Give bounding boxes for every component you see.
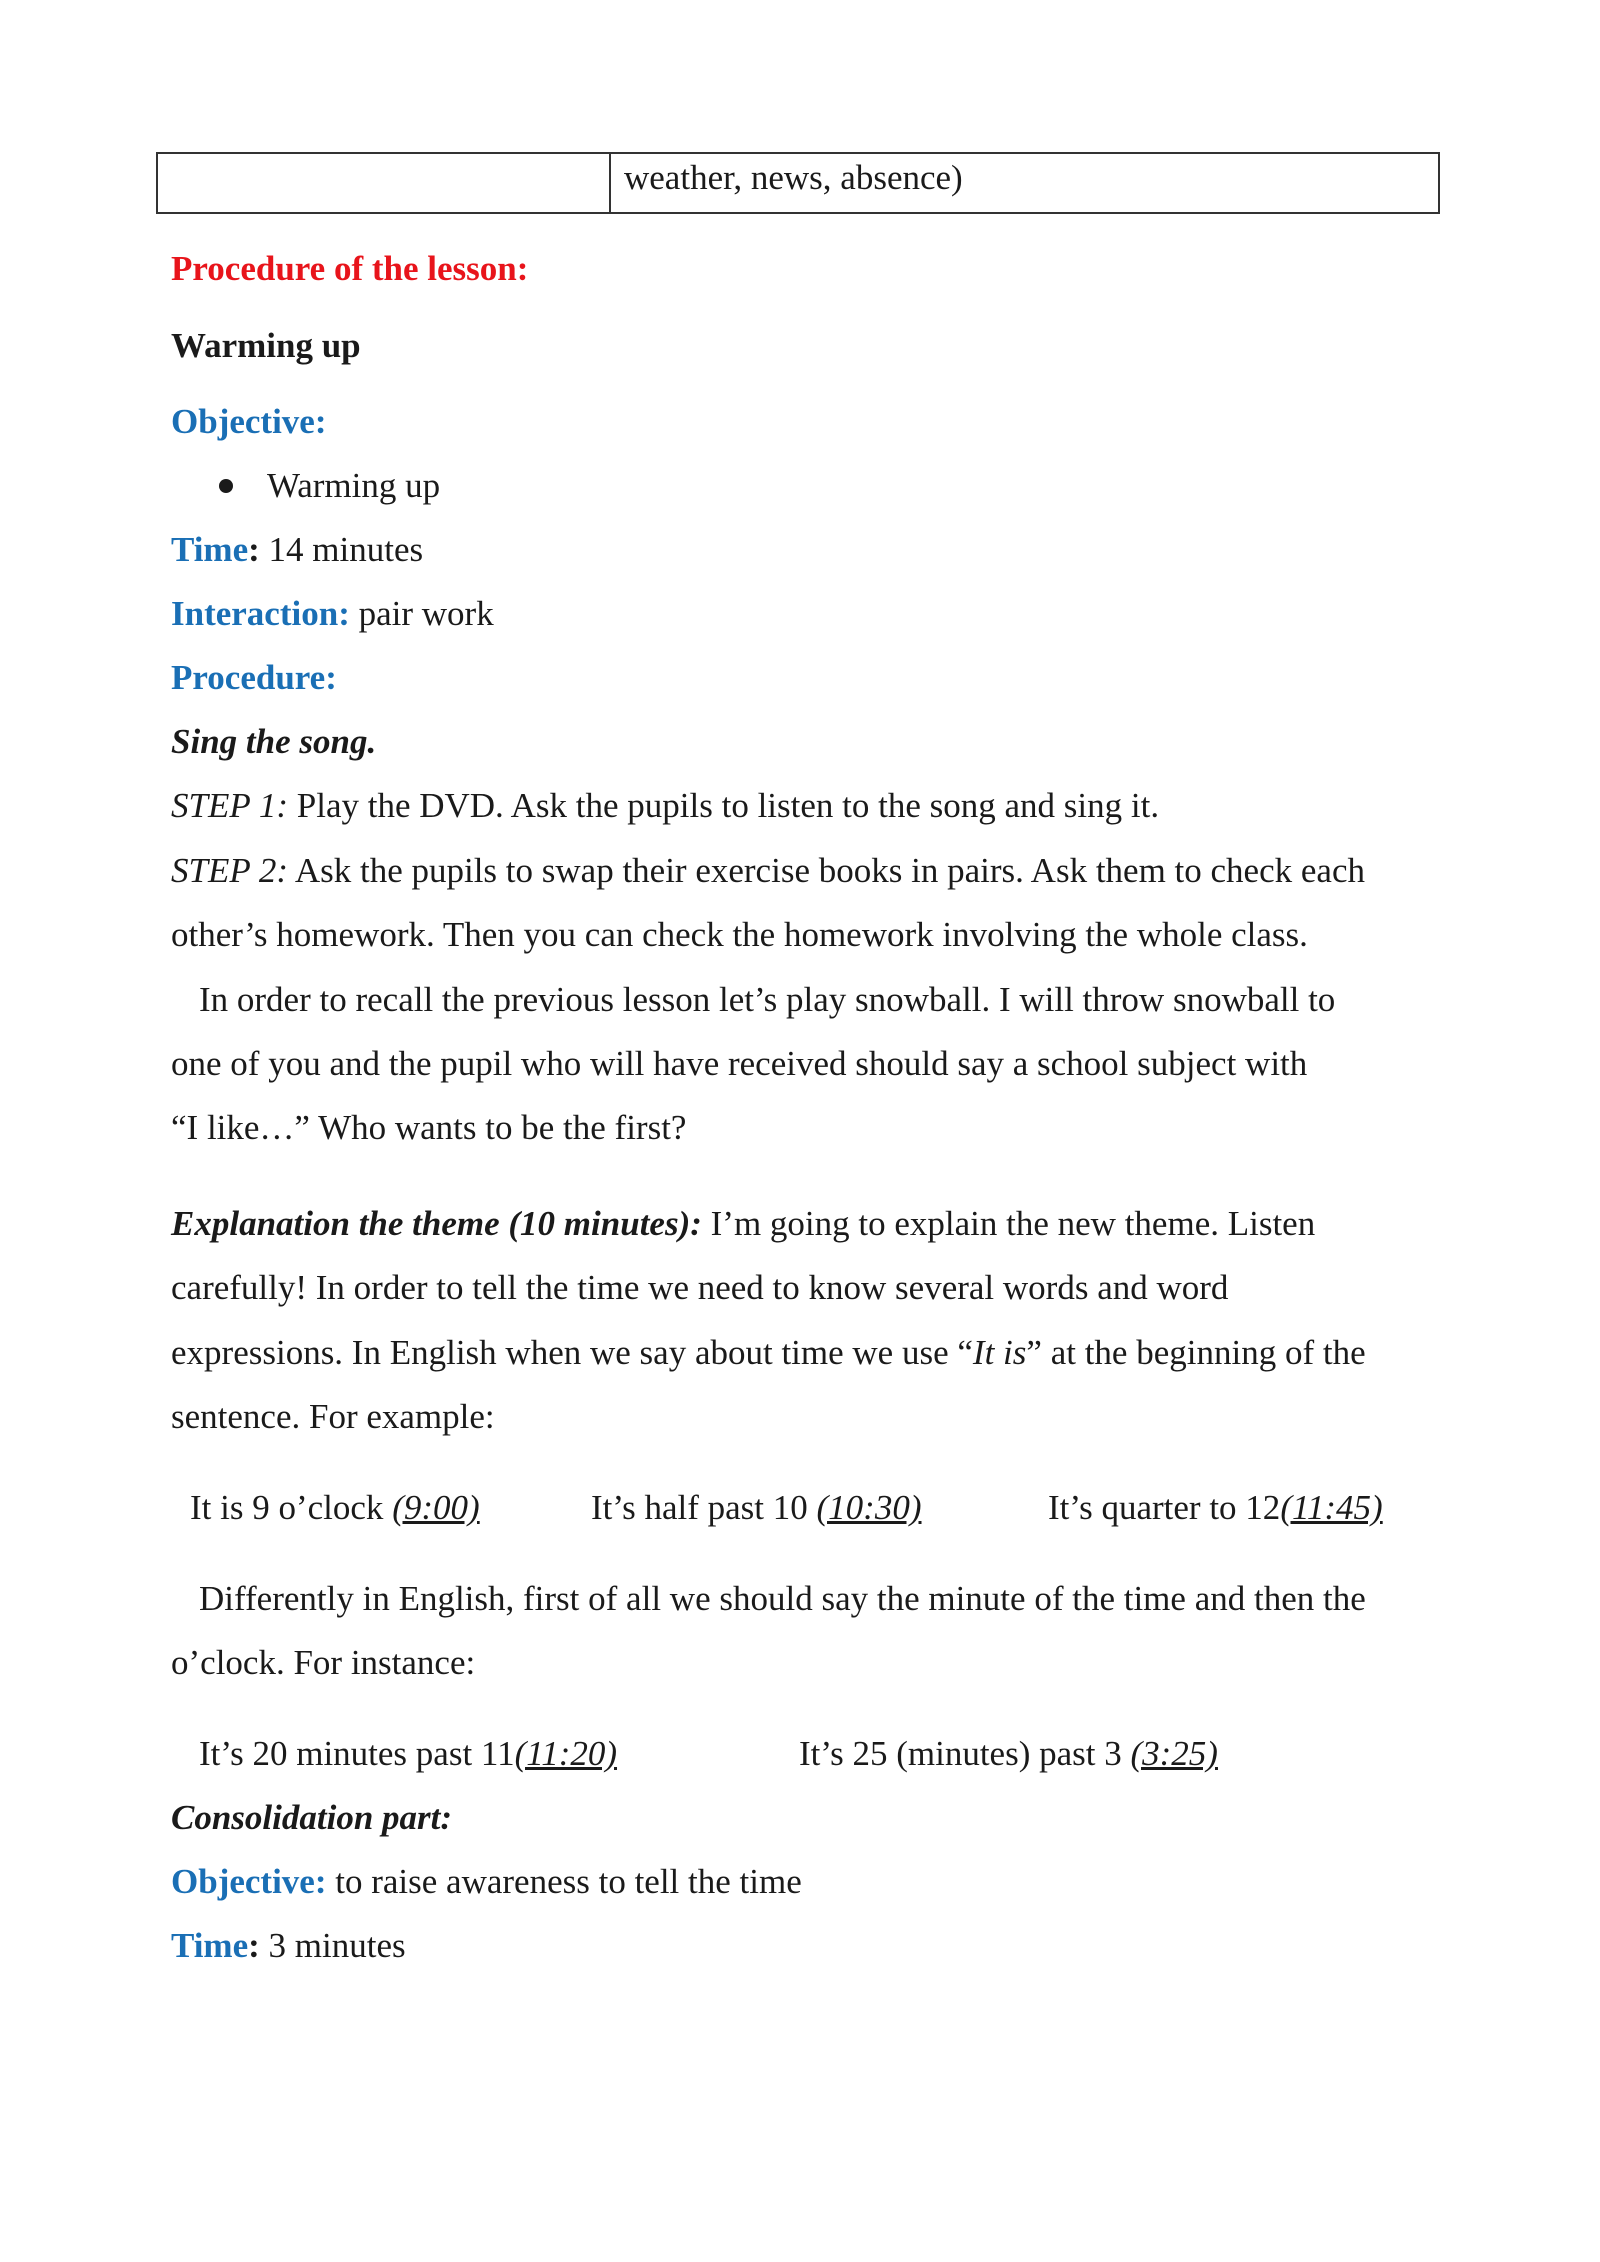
procedure-label: Procedure: xyxy=(171,658,337,697)
time-line xyxy=(171,528,423,572)
example-item xyxy=(591,1486,922,1530)
explanation-line3-b: ” at the beginning of the xyxy=(1026,1333,1366,1372)
interaction-value: pair work xyxy=(349,594,494,633)
explanation-line2: carefully! In order to tell the time we need to know several words and word xyxy=(171,1268,1229,1307)
example-item xyxy=(190,1486,480,1530)
consolidation-objective-line xyxy=(171,1860,802,1904)
procedure-heading: Procedure of the lesson: xyxy=(171,249,529,288)
recall-line1: In order to recall the previous lesson let’s play snowball. I will throw snowball to xyxy=(199,980,1336,1019)
recall-line2: one of you and the pupil who will have received should say a school subject with xyxy=(171,1044,1308,1083)
interaction-line xyxy=(171,592,494,636)
example-item xyxy=(1048,1486,1383,1530)
explanation-label: Explanation the theme (10 minutes): xyxy=(171,1204,702,1243)
step2-line2: other’s homework. Then you can check the homework involving the whole class. xyxy=(171,915,1308,954)
table-cell: weather, news, absence) xyxy=(624,158,963,197)
example-text: It’s quarter to 12 xyxy=(1048,1488,1281,1527)
explanation-line4: sentence. For example: xyxy=(171,1397,495,1436)
example-text: It’s 25 (minutes) past 3 xyxy=(799,1734,1131,1773)
consolidation-time-value: 3 minutes xyxy=(259,1926,406,1965)
example-time: (10:30) xyxy=(816,1488,922,1527)
example-text: It’s 20 minutes past 11 xyxy=(199,1734,515,1773)
differently-line1: Differently in English, first of all we should say the minute of the time and then the xyxy=(199,1579,1366,1618)
step1-label: STEP 1: xyxy=(171,786,288,825)
interaction-label: Interaction: xyxy=(171,594,350,633)
example-item xyxy=(199,1732,617,1776)
step2-line xyxy=(171,849,1365,893)
example-time: (3:25) xyxy=(1130,1734,1218,1773)
it-is-phrase: It is xyxy=(972,1333,1027,1372)
step2-text: Ask the pupils to swap their exercise books in pairs. Ask them to check each xyxy=(288,851,1365,890)
recall-line3: “I like…” Who wants to be the first? xyxy=(171,1108,687,1147)
step2-label: STEP 2: xyxy=(171,851,288,890)
time-label: Time xyxy=(171,530,249,569)
explanation-line1 xyxy=(171,1202,1315,1246)
consolidation-time-line xyxy=(171,1924,406,1968)
time-value: 14 minutes xyxy=(259,530,424,569)
example-text: It’s half past 10 xyxy=(591,1488,817,1527)
explanation-text: I’m going to explain the new theme. Listen xyxy=(701,1204,1316,1243)
bullet-icon xyxy=(219,479,233,493)
step1-line xyxy=(171,784,1159,828)
example-item xyxy=(799,1732,1218,1776)
example-time: (9:00) xyxy=(392,1488,480,1527)
example-text: It is 9 o’clock xyxy=(190,1488,393,1527)
objective-bullet-text: Warming up xyxy=(267,466,441,505)
consolidation-time-label: Time xyxy=(171,1926,249,1965)
table-divider xyxy=(609,154,611,212)
time-colon: : xyxy=(248,530,260,569)
lesson-table xyxy=(156,152,1440,214)
objective-label: Objective: xyxy=(171,402,327,441)
consolidation-heading: Consolidation part: xyxy=(171,1798,453,1837)
consolidation-time-colon: : xyxy=(248,1926,260,1965)
explanation-line3 xyxy=(171,1331,1366,1375)
explanation-line3-a: expressions. In English when we say about time we use “ xyxy=(171,1333,973,1372)
example-time: (11:20) xyxy=(514,1734,618,1773)
warming-up-heading: Warming up xyxy=(171,326,361,365)
consolidation-objective-label: Objective: xyxy=(171,1862,327,1901)
consolidation-objective-value: to raise awareness to tell the time xyxy=(326,1862,802,1901)
sing-the-song: Sing the song. xyxy=(171,722,377,761)
example-time: (11:45) xyxy=(1280,1488,1383,1527)
differently-line2: o’clock. For instance: xyxy=(171,1643,476,1682)
step1-text: Play the DVD. Ask the pupils to listen to the song and sing it. xyxy=(288,786,1160,825)
